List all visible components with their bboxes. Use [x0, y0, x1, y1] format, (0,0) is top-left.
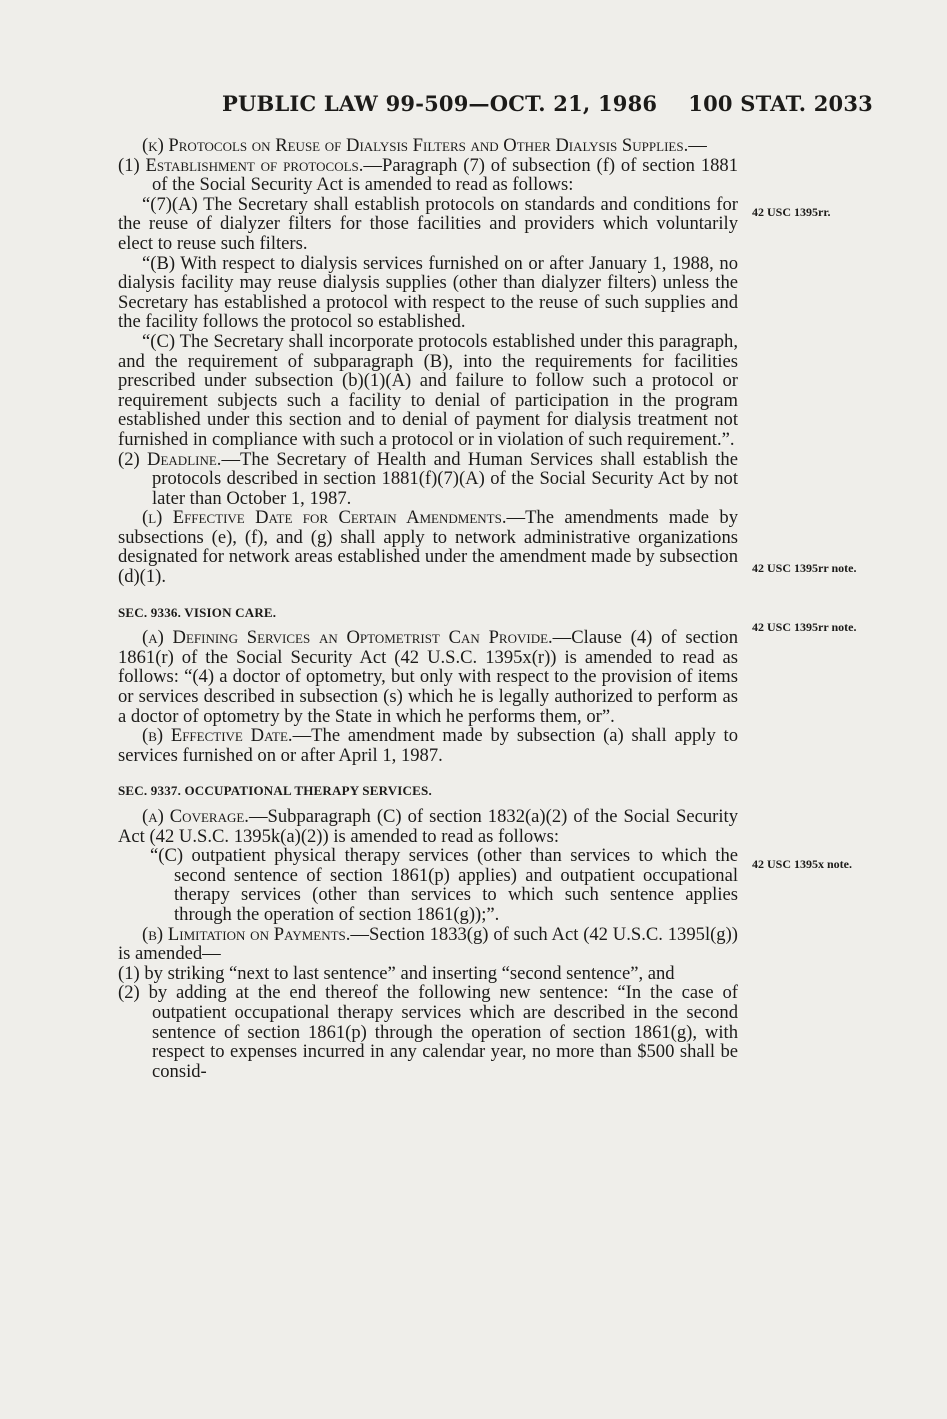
paragraph-k1-C: “(C) The Secretary shall incorporate protocols established under this paragraph, and the requirement of subparagraph (B), into the requirements for facilities prescribed under subsection (b)(1)(A) and failure to follow such a protocol or requirement subjects such a facility to denial of participation in the program established under this section and to denial of payment for dialysis treatment not furnished in compliance with such a protocol or in violation of such requirement.”. — [118, 330, 738, 450]
margin-note-usc-4: 42 USC 1395x note. — [752, 857, 853, 871]
margin-note-usc-3: 42 USC 1395rr note. — [752, 620, 857, 634]
section-9336-heading: SEC. 9336. VISION CARE. — [118, 604, 277, 620]
subsection-l: (l) Effective Date for Certain Amendments.—The amendments made by subsections (e), (f), and (g) shall apply to network administrative organizations designated for network areas established under the amendment made by subsection (d)(1). — [118, 507, 738, 588]
running-header — [222, 91, 873, 116]
section-9337-a: (a) Coverage.—Subparagraph (C) of section 1832(a)(2) of the Social Security Act (42 U.S.C. 1395k(a)(2)) is amended to read as follows: — [118, 806, 739, 847]
paragraph-k2: (2) Deadline.—The Secretary of Health and Human Services shall establish the protocols described in section 1881(f)(7)(A) of the Social Security Act by not later than October 1, 1987. — [118, 448, 738, 509]
margin-note-usc-1: 42 USC 1395rr. — [752, 205, 831, 219]
section-9337-b: (b) Limitation on Payments.—Section 1833(g) of such Act (42 U.S.C. 1395l(g)) is amended— — [118, 923, 738, 965]
statute-body — [118, 136, 738, 1081]
section-9336-a: (a) Defining Services an Optometrist Can Provide.—Clause (4) of section 1861(r) of the Social Security Act (42 U.S.C. 1395x(r)) is amended to read as follows: “(4) a doctor of optometry, but only with respect to the provision of items or services described in subsection (s) which he is legally authorized to perform as a doctor of optometry by the State in which he performs them, or”. — [118, 627, 739, 727]
section-9337-a-quote: “(C) outpatient physical therapy services (other than services to which the second sentence of section 1861(p) applies) and outpatient occupational therapy services (other than services to which such sentence applies through the operation of section 1861(g));”. — [150, 845, 738, 925]
subsection-k-heading: (k) Protocols on Reuse of Dialysis Filters and Other Dialysis Supplies.— — [142, 135, 707, 156]
margin-note-usc-2: 42 USC 1395rr note. — [752, 561, 857, 575]
section-9337-b-1: (1) by striking “next to last sentence” and inserting “second sentence”, and — [118, 962, 675, 984]
section-9336-b: (b) Effective Date.—The amendment made by subsection (a) shall apply to services furnished on or after April 1, 1987. — [118, 725, 739, 766]
header-law-citation: PUBLIC LAW 99-509—OCT. 21, 1986 — [222, 91, 658, 116]
paragraph-k1-B: “(B) With respect to dialysis services furnished on or after January 1, 1988, no dialysis facility may reuse dialysis supplies (other than dialyzer filters) unless the Secretary has established a protocol with respect to the reuse of such supplies and the facility follows the protocol so established. — [118, 252, 738, 333]
section-9337-b-2: (2) by adding at the end thereof the following new sentence: “In the case of outpatient occupational therapy services which are described in the second sentence of section 1861(p) through the operation of section 1861(g), with respect to expenses incurred in any calendar year, no more than $500 shall be consid- — [118, 982, 738, 1082]
section-9337-heading: SEC. 9337. OCCUPATIONAL THERAPY SERVICES. — [118, 783, 432, 799]
paragraph-k1: (1) Establishment of protocols.—Paragraph (7) of subsection (f) of section 1881 of the Social Security Act is amended to read as follows: — [118, 154, 739, 196]
header-stat-page: 100 STAT. 2033 — [688, 91, 873, 116]
paragraph-k1-A: “(7)(A) The Secretary shall establish protocols on standards and conditions for the reuse of dialyzer filters for those facilities and providers which voluntarily elect to reuse such filters. — [118, 193, 738, 254]
